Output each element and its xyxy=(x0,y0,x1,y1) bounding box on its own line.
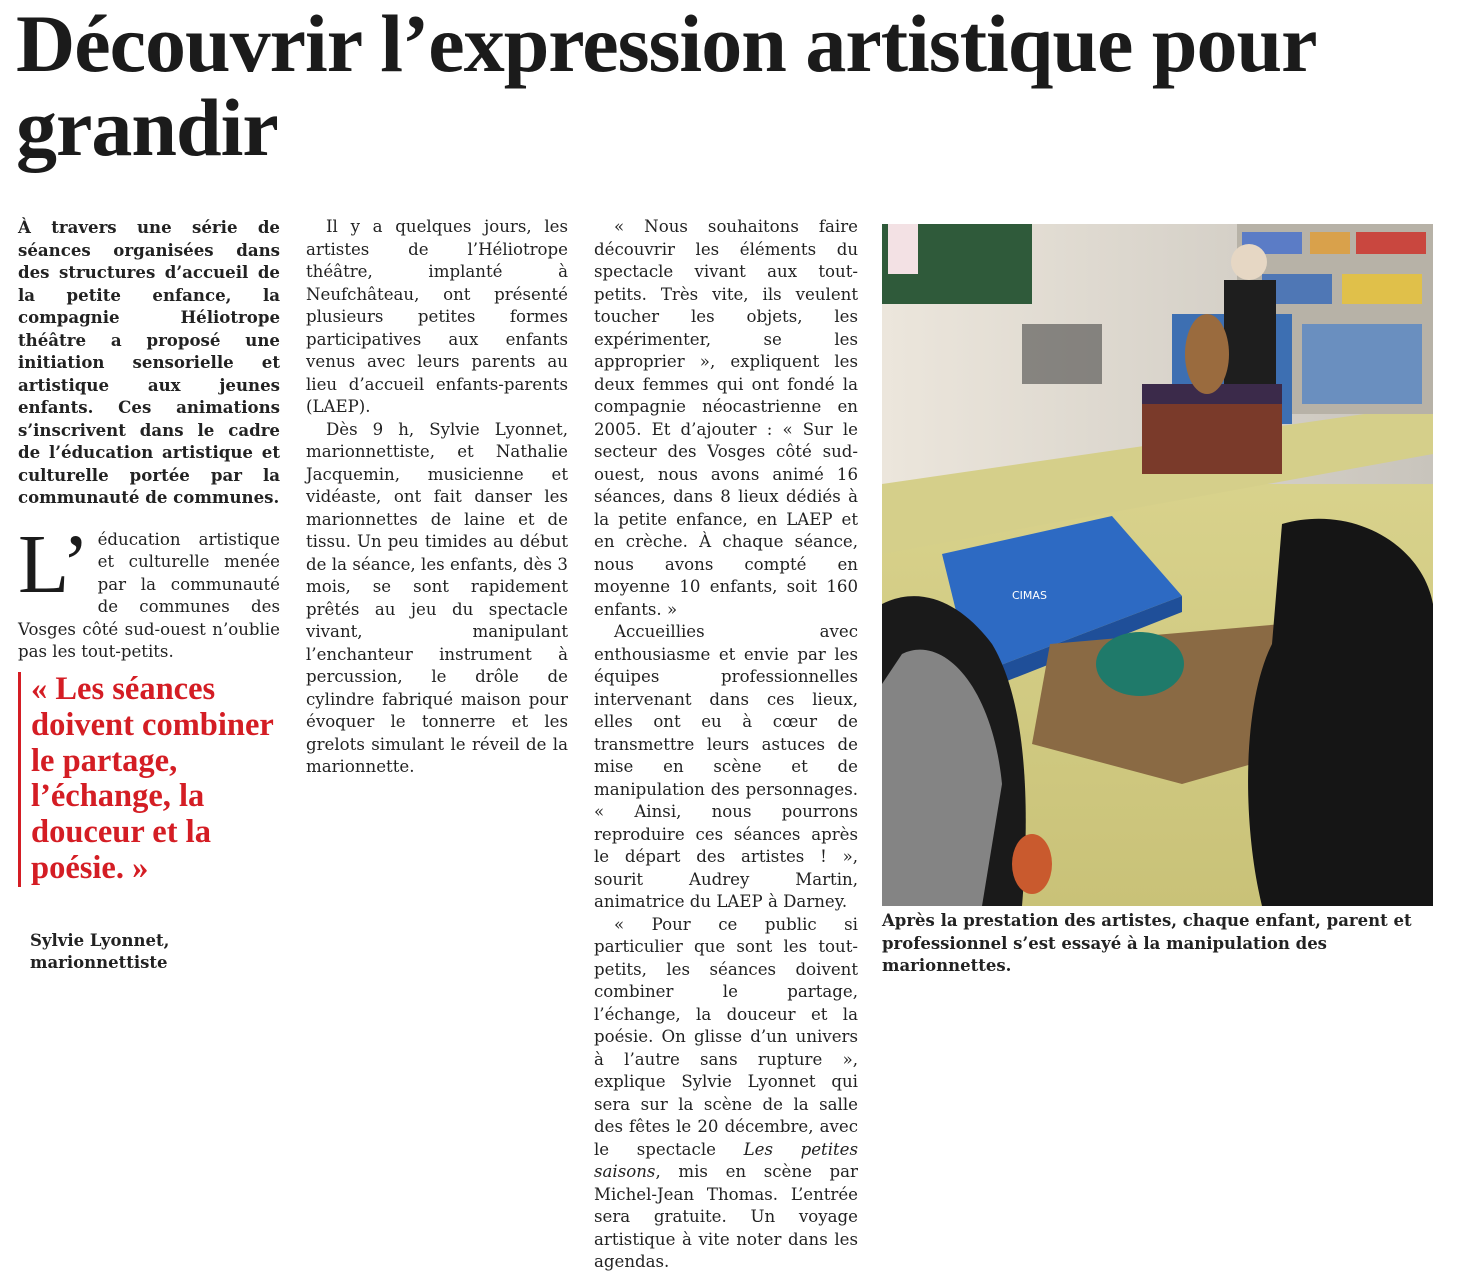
shelf-box xyxy=(1342,274,1422,304)
show-title: Les petites saisons xyxy=(594,1139,858,1181)
drop-cap: L’ xyxy=(18,517,90,611)
performer-body xyxy=(1224,280,1276,384)
photo-caption: Après la prestation des artistes, chaque enfant, parent et professionnel s’est essayé à la manipulation des marionnettes. xyxy=(882,911,1412,975)
pull-quote xyxy=(18,672,293,887)
column-2 xyxy=(306,216,568,779)
paragraph-quote: « Nous souhaitons faire découvrir les éléments du spectacle vivant aux tout-petits. Très vite, ils veulent toucher les objets, les expérimenter, se les approprier », expliquent les deux femmes qui ont fondé la compagnie néocastrienne en 2005. Et d’ajouter : « Sur le secteur des Vosges côté sud-ouest, nous avons animé 16 séances, dans 8 lieux dédiés à la petite enfance, en LAEP et en crèche. À chaque séance, nous avons compté en moyenne 10 enfants, soit 160 enfants. » xyxy=(594,217,858,619)
pull-quote-text: « Les séances doivent combiner le partage, l’échange, la douceur et la poésie. » xyxy=(31,671,274,886)
intro-paragraph xyxy=(18,517,280,664)
column-1 xyxy=(18,216,280,664)
article-photo xyxy=(882,224,1433,906)
shelf-box xyxy=(1356,232,1426,254)
column-3 xyxy=(594,216,858,1274)
article-headline: Découvrir l’expression artistique pour grandir xyxy=(16,0,1316,173)
performer-head xyxy=(1231,244,1267,280)
pull-quote-author: Sylvie Lyonnet, marionnettiste xyxy=(30,931,170,972)
shelf-box xyxy=(1310,232,1350,254)
bag xyxy=(1022,324,1102,384)
tongue-drum xyxy=(1096,632,1184,696)
poster xyxy=(888,224,918,274)
article-chapo: À travers une série de séances organisées dans des structures d’accueil de la petite enfance, la compagnie Héliotrope théâtre a proposé une initiation sensorielle et artistique aux jeunes enfants. Ces animations s’inscrivent dans le cadre de l’éducation artistique et culturelle portée par la communauté de communes. xyxy=(18,217,280,507)
stacked-mats xyxy=(1302,324,1422,404)
paragraph-public xyxy=(594,914,858,1274)
intro-text: éducation artistique et culturelle menée par la communauté de communes des Vosges côté sud-ouest n’oublie pas les tout-petits. xyxy=(18,529,280,661)
mat-brand: CIMAS xyxy=(1012,589,1047,602)
paragraph-session: Dès 9 h, Sylvie Lyonnet, marionnettiste, et Nathalie Jacquemin, musicienne et vidéaste, ont fait danser les marionnettes de laine et de tissu. Un peu timides au début de la séance, les enfants, dès 3 mois, se sont rapidement prêtés au jeu du spectacle vivant, manipulant l’enchanteur instrument à percussion, le drôle de cylindre fabriqué maison pour évoquer le tonnerre et les grelots simulant le réveil de la marionnette. xyxy=(306,419,568,776)
sock xyxy=(1012,834,1052,894)
puppet-owl xyxy=(1185,314,1229,394)
paragraph-public-end: , mis en scène par Michel-Jean Thomas. L’entrée sera gratuite. Un voyage artistique à vite noter dans les agendas. xyxy=(594,1162,858,1271)
paragraph-artists: Il y a quelques jours, les artistes de l’Héliotrope théâtre, implanté à Neufchâteau, ont présenté plusieurs petites formes participatives aux enfants venus avec leurs parents au lieu d’accueil enfants-parents (LAEP). xyxy=(306,217,568,416)
photo-illustration xyxy=(882,224,1433,906)
paragraph-public-text: « Pour ce public si particulier que sont les tout-petits, les séances doivent combiner le partage, l’échange, la douceur et la poésie. On glisse d’un univers à l’autre sans rupture », explique Sylvie Lyonnet qui sera sur la scène de la salle des fêtes le 20 décembre, avec le spectacle xyxy=(594,914,858,1159)
paragraph-welcome: Accueillies avec enthousiasme et envie par les équipes professionnelles intervenant dans ces lieux, elles ont eu à cœur de transmettre leurs astuces de mise en scène et de manipulation des personnages. « Ainsi, nous pourrons reproduire ces séances après le départ des artistes ! », sourit Audrey Martin, animatrice du LAEP à Darney. xyxy=(594,622,858,911)
